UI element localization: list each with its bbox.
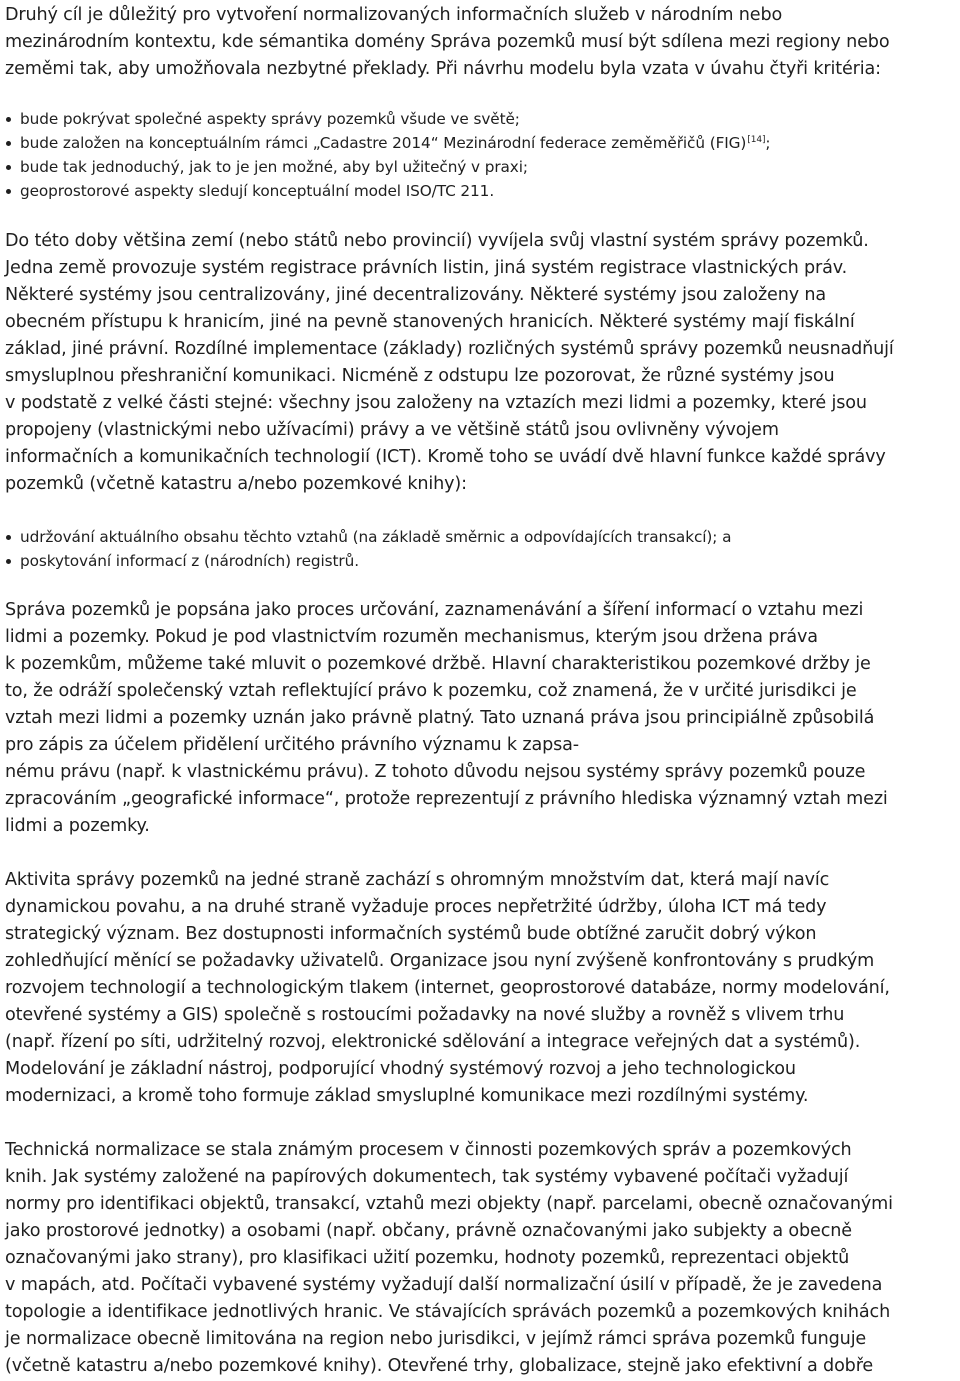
text-line: to, že odráží společenský vztah reflektující právo k pozemku, což znamená, že v určité jurisdikci je [5,681,857,701]
text-line: nému právu (např. k vlastnickému právu). Z tohoto důvodu nejsou systémy správy pozemků pouze [5,762,866,782]
list-item [5,179,770,203]
paragraph-ict [5,867,955,1110]
text-line: v mapách, atd. Počítači vybavené systémy vyžadují další normalizační úsilí v případě, že je zavedena [5,1275,883,1295]
text-line: jako prostorové jednotky) a osobami (např. občany, právně označovanými jako subjekty a obecně [5,1221,852,1241]
list-item [5,107,770,131]
text-line: Správa pozemků je popsána jako proces určování, zaznamenávání a šíření informací o vztahu mezi [5,600,864,620]
list-item-text-end: ; [765,134,771,152]
list-item-text: bude založen na konceptuálním rámci „Cadastre 2014“ Mezinárodní federace zeměměřičů (FIG) [20,134,747,152]
text-line: k pozemkům, můžeme také mluvit o pozemkové držbě. Hlavní charakteristikou pozemkové držby je [5,654,871,674]
text-line: zpracováním „geografické informace“, protože reprezentují z právního hlediska významný vztah mezi [5,789,888,809]
paragraph-land-administration [5,597,955,840]
text-line: propojeny (vlastnickými nebo užívacími) právy a ve většině států jsou ovlivněny vývojem [5,420,779,440]
list-item [5,131,770,155]
text-line: pro zápis za účelem přidělení určitého právního významu k zapsa- [5,735,579,755]
text-line: lidmi a pozemky. Pokud je pod vlastnictvím rozuměn mechanismus, kterým jsou držena práva [5,627,818,647]
text-line: topologie a identifikace jednotlivých hranic. Ve stávajících správách pozemků a pozemkových knihách [5,1302,891,1322]
text-line: obecném přístupu k hranicím, jiné na pevně stanovených hranicích. Některé systémy mají fiskální [5,312,855,332]
text-line: normy pro identifikaci objektů, transakcí, vztahů mezi objekty (např. parcelami, obecně označovanými [5,1194,893,1214]
text-line: (např. řízení po síti, udržitelný rozvoj, elektronické sdělování a integrace veřejných dat a systémů). [5,1032,861,1052]
text-line: Aktivita správy pozemků na jedné straně zachází s ohromným množstvím dat, která mají navíc [5,870,830,890]
criteria-list [5,107,770,203]
text-line: označovanými jako strany), pro klasifikaci užití pozemku, hodnoty pozemků, reprezentaci objektů [5,1248,850,1268]
list-item-text: poskytování informací z (národních) registrů. [20,552,359,570]
list-item [5,549,731,573]
text-line: Druhý cíl je důležitý pro vytvoření normalizovaných informačních služeb v národním nebo [5,5,783,25]
text-line: pozemků (včetně katastru a/nebo pozemkové knihy): [5,474,467,494]
list-item-text: bude pokrývat společné aspekty správy pozemků všude ve světě; [20,110,520,128]
text-line: je normalizace obecně limitována na region nebo jurisdikci, v jejímž rámci správa pozemků funguje [5,1329,867,1349]
list-item-text: bude tak jednoduchý, jak to je jen možné, aby byl užitečný v praxi; [20,158,528,176]
text-line: Modelování je základní nástroj, podporující vhodný systémový rozvoj a jeho technologickou [5,1059,796,1079]
list-item-text: udržování aktuálního obsahu těchto vztahů (na základě směrnic a odpovídajících transakcí); a [20,528,732,546]
text-line: (včetně katastru a/nebo pozemkové knihy). Otevřené trhy, globalizace, stejně jako efektivní a dobře [5,1356,874,1376]
text-line: základ, jiné právní. Rozdílné implementace (základy) rozličných systémů správy pozemků neusnadňují [5,339,894,359]
text-line: lidmi a pozemky. [5,816,150,836]
text-line: dynamickou povahu, a na druhé straně vyžaduje proces nepřetržité údržby, úloha ICT má tedy [5,897,827,917]
text-line: modernizaci, a kromě toho formuje základ smysluplné komunikace mezi rozdílnými systémy. [5,1086,809,1106]
paragraph-normalization [5,1137,955,1380]
text-line: rozvojem technologií a technologickým tlakem (internet, geoprostorové databáze, normy modelování, [5,978,890,998]
list-item [5,155,770,179]
citation-link[interactable]: [14] [747,135,766,145]
text-line: informačních a komunikačních technologií (ICT). Kromě toho se uvádí dvě hlavní funkce každé správy [5,447,886,467]
text-line: Některé systémy jsou centralizovány, jiné decentralizovány. Některé systémy jsou založeny na [5,285,827,305]
text-line: v podstatě z velké části stejné: všechny jsou založeny na vztazích mezi lidmi a pozemky, které jsou [5,393,867,413]
text-line: Do této doby většina zemí (nebo států nebo provincií) vyvíjela svůj vlastní systém správy pozemků. [5,231,869,251]
text-line: zeměmi tak, aby umožňovala nezbytné překlady. Při návrhu modelu byla vzata v úvahu čtyři kritéria: [5,59,881,79]
text-line: vztah mezi lidmi a pozemky uznán jako právně platný. Tato uznaná práva jsou principiálně způsobilá [5,708,875,728]
text-line: knih. Jak systémy založené na papírových dokumentech, tak systémy vybavené počítači vyžadují [5,1167,849,1187]
list-item-text: geoprostorové aspekty sledují konceptuální model ISO/TC 211. [20,182,495,200]
list-item [5,525,731,549]
text-line: Jedna země provozuje systém registrace právních listin, jiná systém registrace vlastnických práv. [5,258,848,278]
text-line: Technická normalizace se stala známým procesem v činnosti pozemkových správ a pozemkových [5,1140,852,1160]
paragraph-systems [5,228,955,498]
functions-list [5,525,731,573]
text-line: strategický význam. Bez dostupnosti informačních systémů bude obtížné zaručit dobrý výkon [5,924,817,944]
paragraph-intro [5,2,955,83]
text-line: zohledňující měnící se požadavky uživatelů. Organizace jsou nyní zvýšeně konfrontovány s prudkým [5,951,875,971]
text-line: otevřené systémy a GIS) společně s rostoucími požadavky na nové služby a rovněž s vlivem trhu [5,1005,845,1025]
text-line: mezinárodním kontextu, kde sémantika domény Správa pozemků musí být sdílena mezi regiony nebo [5,32,890,52]
text-line: smysluplnou přeshraniční komunikaci. Nicméně z odstupu lze pozorovat, že různé systémy jsou [5,366,835,386]
